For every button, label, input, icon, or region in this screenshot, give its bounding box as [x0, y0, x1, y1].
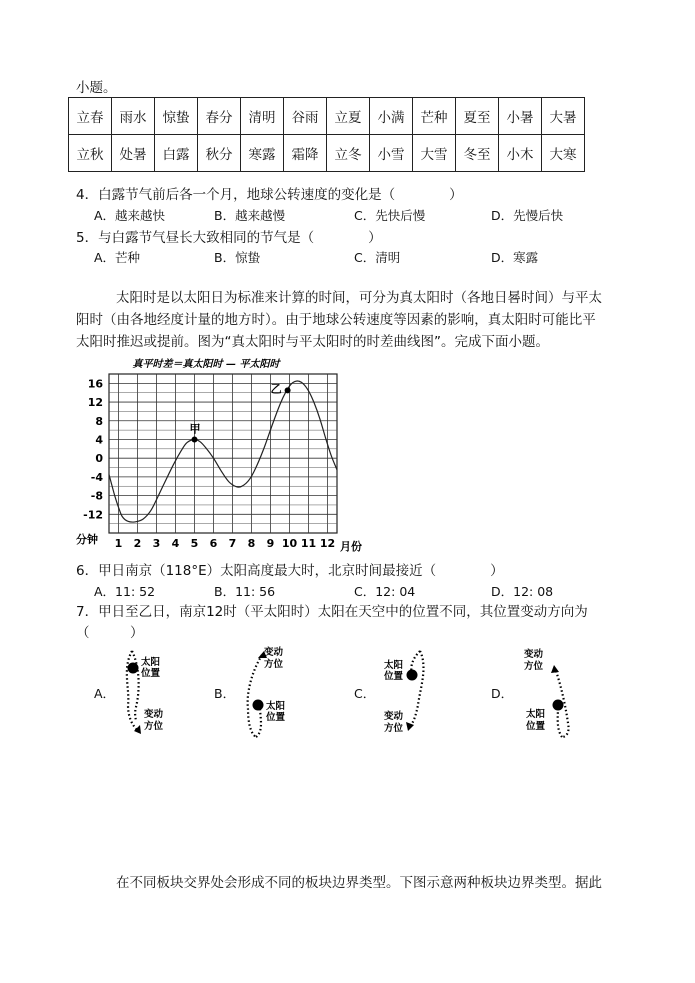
- solar-term-cell: 处暑: [112, 135, 155, 172]
- move-direction-label: 方位: [144, 721, 164, 732]
- movement-track: [132, 651, 139, 721]
- solar-term-cell: 芒种: [413, 98, 456, 135]
- x-tick-label: 4: [171, 537, 180, 550]
- move-direction-label: 方位: [524, 661, 544, 672]
- solar-term-cell: 清明: [241, 98, 284, 135]
- y-tick-label: 4: [95, 433, 103, 447]
- x-tick-label: 1: [114, 537, 123, 550]
- q6-stem: 6．甲日南京（118°E）太阳高度最大时，北京时间最接近（ ）: [76, 563, 504, 579]
- solar-term-cell: 小暑: [499, 98, 542, 135]
- solar-term-cell: 白露: [155, 135, 198, 172]
- move-direction-label: 方位: [264, 659, 284, 670]
- passage2-line-3: 太阳时推迟或提前。图为“真太阳时与平太阳时的时差曲线图”。完成下面小题。: [76, 334, 549, 350]
- solar-term-cell: 大暑: [542, 98, 585, 135]
- q4-option-c[interactable]: C．先快后慢: [354, 208, 426, 223]
- x-tick-label: 10: [281, 537, 298, 550]
- solar-term-cell: 雨水: [112, 98, 155, 135]
- sun-position-dot: [253, 700, 264, 711]
- chart-ticks: [83, 377, 335, 550]
- sun-position-label: 位置: [526, 721, 546, 732]
- chart-point: [285, 387, 291, 393]
- q7-option-c-letter[interactable]: C．: [354, 686, 376, 701]
- sun-position-label: 太阳: [141, 657, 161, 668]
- solar-term-cell: 立秋: [69, 135, 112, 172]
- q7-option-d-letter[interactable]: D．: [491, 686, 514, 701]
- q4-stem: 4．白露节气前后各一个月，地球公转速度的变化是（ ）: [76, 187, 463, 203]
- move-direction-label: 变动: [144, 709, 164, 720]
- move-direction-label: 变动: [384, 711, 404, 722]
- solar-term-cell: 小雪: [370, 135, 413, 172]
- q7-option-b-diagram[interactable]: [236, 645, 306, 745]
- movement-track: [410, 651, 423, 727]
- solar-term-cell: 小满: [370, 98, 413, 135]
- q7-option-c-diagram[interactable]: [382, 645, 452, 740]
- q6-option-d[interactable]: D．12: 08: [491, 584, 554, 599]
- move-direction-label: 方位: [384, 723, 404, 734]
- q5-option-b[interactable]: B．惊蛰: [214, 250, 261, 265]
- q7-option-d-diagram[interactable]: [518, 645, 588, 745]
- chart-points: [190, 382, 291, 442]
- sun-position-label: 太阳: [526, 709, 546, 720]
- solar-terms-row: [69, 135, 585, 172]
- equation-of-time-chart: [74, 352, 362, 557]
- movement-track: [558, 707, 562, 737]
- solar-term-cell: 惊蛰: [155, 98, 198, 135]
- q7-option-a-diagram[interactable]: [118, 645, 188, 740]
- x-tick-label: 11: [300, 537, 317, 550]
- x-tick-label: 2: [133, 537, 142, 550]
- arrow-head-icon: [134, 725, 141, 734]
- sun-position-dot: [407, 670, 418, 681]
- solar-term-cell: 小木: [499, 135, 542, 172]
- y-tick-label: -8: [90, 489, 103, 503]
- move-direction-label: 变动: [264, 647, 284, 658]
- solar-term-cell: 大雪: [413, 135, 456, 172]
- sun-position-dot: [128, 663, 139, 674]
- q5-option-a[interactable]: A．芒种: [94, 250, 141, 265]
- sun-position-label: 位置: [384, 671, 404, 682]
- q6-option-b[interactable]: B．11: 56: [214, 584, 276, 599]
- passage2-line-2: 阳时（由各地经度计量的地方时）。由于地球公转速度等因素的影响，真太阳时可能比平: [76, 312, 596, 328]
- solar-term-cell: 谷雨: [284, 98, 327, 135]
- q4-option-a[interactable]: A．越来越快: [94, 208, 166, 223]
- x-tick-label: 7: [228, 537, 237, 550]
- q6-option-a[interactable]: A．11: 52: [94, 584, 156, 599]
- q5-stem: 5．与白露节气昼长大致相同的节气是（ ）: [76, 230, 382, 246]
- chart-title: 真平时差＝真太阳时 — 平太阳时: [132, 359, 280, 370]
- solar-term-cell: 冬至: [456, 135, 499, 172]
- x-tick-label: 5: [190, 537, 199, 550]
- chart-point: [192, 436, 198, 442]
- q7-answer-paren: （ ）: [76, 625, 144, 641]
- solar-term-cell: 秋分: [198, 135, 241, 172]
- sun-position-dot: [553, 700, 564, 711]
- solar-time-passage: [76, 287, 626, 353]
- y-tick-label: -12: [83, 508, 103, 522]
- solar-term-cell: 立夏: [327, 98, 370, 135]
- y-tick-label: 12: [87, 396, 103, 410]
- sun-position-label: 位置: [141, 668, 161, 679]
- movement-track: [248, 655, 262, 737]
- chart-frame: [109, 374, 337, 533]
- chart-grid: [109, 374, 337, 533]
- solar-term-cell: 立冬: [327, 135, 370, 172]
- solar-term-cell: 春分: [198, 98, 241, 135]
- movement-track: [256, 707, 261, 737]
- solar-term-cell: 霜降: [284, 135, 327, 172]
- solar-term-cell: 大寒: [542, 135, 585, 172]
- x-axis-unit-label: 月份: [340, 540, 362, 553]
- x-tick-label: 3: [152, 537, 161, 550]
- lead-tail-text: 小题。: [76, 80, 117, 96]
- move-direction-label: 变动: [524, 649, 544, 660]
- solar-term-cell: 立春: [69, 98, 112, 135]
- chart-point-label: 甲: [189, 422, 201, 436]
- q6-option-c[interactable]: C．12: 04: [354, 584, 416, 599]
- q7-option-a-letter[interactable]: A．: [94, 686, 116, 701]
- chart-point-label: 乙: [270, 382, 282, 396]
- solar-term-cell: 寒露: [241, 135, 284, 172]
- y-axis-unit-label: 分钟: [76, 533, 98, 546]
- passage2-line-1: 太阳时是以太阳日为标准来计算的时间，可分为真太阳时（各地日晷时间）与平太: [116, 290, 602, 306]
- sun-position-label: 位置: [266, 712, 286, 723]
- q4-option-b[interactable]: B．越来越慢: [214, 208, 286, 223]
- x-tick-label: 6: [209, 537, 218, 550]
- solar-term-cell: 夏至: [456, 98, 499, 135]
- q5-option-d[interactable]: D．寒露: [491, 250, 539, 265]
- y-tick-label: 0: [95, 452, 103, 466]
- solar-terms-table: [68, 97, 585, 172]
- x-tick-label: 12: [319, 537, 336, 550]
- x-tick-label: 8: [247, 537, 256, 550]
- q7-stem: 7．甲日至乙日，南京12时（平太阳时）太阳在天空中的位置不同，其位置变动方向为: [76, 604, 588, 620]
- arrow-head-icon: [551, 665, 559, 673]
- y-tick-label: 8: [95, 414, 103, 428]
- solar-terms-row: [69, 98, 585, 135]
- sun-position-label: 太阳: [384, 660, 404, 671]
- q7-option-b-letter[interactable]: B．: [214, 686, 236, 701]
- plate-boundary-passage: 在不同板块交界处会形成不同的板块边界类型。下图示意两种板块边界类型。据此: [116, 875, 602, 891]
- arrow-head-icon: [406, 722, 414, 731]
- sun-position-label: 太阳: [266, 701, 286, 712]
- q5-option-c[interactable]: C．清明: [354, 250, 401, 265]
- q4-option-d[interactable]: D．先慢后快: [491, 208, 564, 223]
- y-tick-label: 16: [87, 377, 103, 391]
- x-tick-label: 9: [266, 537, 275, 550]
- y-tick-label: -4: [90, 470, 103, 484]
